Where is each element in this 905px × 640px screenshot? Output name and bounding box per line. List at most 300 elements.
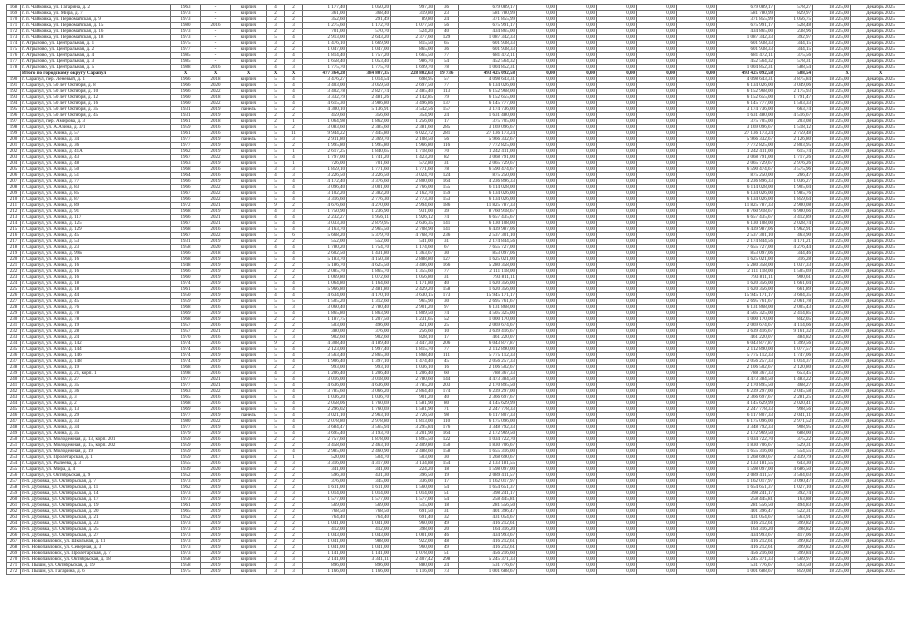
table-cell: 601 938,33	[717, 47, 775, 53]
table-cell: 0,00	[597, 329, 637, 335]
table-cell: 0,00	[637, 323, 677, 329]
table-cell: Декабрь 2025	[851, 41, 905, 47]
table-cell: 2 045,58	[775, 389, 813, 395]
table-cell: 392,97	[775, 35, 813, 41]
table-cell: 0,00	[557, 341, 597, 347]
table-cell: 2016	[201, 227, 231, 233]
table-cell: 1 757,20	[347, 53, 391, 59]
table-cell: 1 206,40	[391, 371, 435, 377]
table-cell: 828,10	[391, 335, 435, 341]
table-cell: 3 001,00	[347, 185, 391, 191]
table-cell: 354,90	[391, 113, 435, 119]
table-row	[7, 569, 905, 575]
table-cell: 2 366 697,67	[459, 395, 517, 401]
table-cell: кирпич	[231, 23, 267, 29]
table-cell: 0,00	[677, 209, 717, 215]
table-cell: 1 620 356,00	[717, 281, 775, 287]
table-cell: 434 865,00	[717, 29, 775, 35]
table-cell: 1 275,60	[303, 23, 347, 29]
table-cell: 0,00	[517, 359, 557, 365]
table-cell: 4	[285, 215, 303, 221]
table-cell: 244	[7, 401, 21, 407]
table-cell: 0,00	[677, 545, 717, 551]
table-cell: 764,40	[347, 515, 391, 521]
table-cell: кирпич	[231, 365, 267, 371]
table-cell: 7 655 727,00	[459, 245, 517, 251]
table-cell: 4 171,21	[775, 239, 813, 245]
table-cell: 1985	[171, 59, 201, 65]
table-cell: г. Сарапул, ул. А.Азина, д. 3/1	[21, 125, 171, 131]
table-cell: 0,00	[517, 119, 557, 125]
table-cell: 1 363,67	[391, 251, 435, 257]
table-cell: 2 381,60	[391, 125, 435, 131]
table-cell: 1 164,60	[347, 281, 391, 287]
table-cell: 392,74	[775, 491, 813, 497]
table-cell: 344,15	[775, 47, 813, 53]
table-cell: 225	[7, 287, 21, 293]
table-cell: 56	[435, 137, 459, 143]
table-cell: 2021	[201, 215, 231, 221]
table-cell: 0,00	[557, 137, 597, 143]
table-cell: 5	[267, 77, 285, 83]
table-cell: 572,80	[391, 161, 435, 167]
table-cell: 0,00	[677, 239, 717, 245]
table-cell: кирпич	[231, 203, 267, 209]
table-cell: 2 414,85	[775, 311, 813, 317]
table-cell: 18 225,00	[813, 215, 851, 221]
table-cell: кирпич	[231, 305, 267, 311]
table-cell: 1959	[171, 443, 201, 449]
table-cell: 2 120,80	[775, 365, 813, 371]
table-cell: 242	[7, 389, 21, 395]
table-cell: 1 905,04	[775, 185, 813, 191]
table-cell: 0,00	[637, 137, 677, 143]
table-cell: 1955	[171, 461, 201, 467]
table-cell: 0,00	[597, 155, 637, 161]
table-cell: 401 396,47	[717, 509, 775, 515]
table-cell: 0,00	[637, 155, 677, 161]
table-cell: 3	[267, 167, 285, 173]
table-cell: 0,00	[517, 173, 557, 179]
table-cell: 2	[285, 545, 303, 551]
table-cell: 5	[267, 425, 285, 431]
table-cell: 2	[285, 203, 303, 209]
table-cell: 0,00	[677, 317, 717, 323]
table-cell: 1962	[171, 149, 201, 155]
table-cell: 60	[435, 371, 459, 377]
table-cell: 0,00	[597, 275, 637, 281]
table-cell: 0,00	[597, 431, 637, 437]
table-cell: 0,00	[517, 191, 557, 197]
table-cell: 0,00	[597, 545, 637, 551]
table-cell: 1966	[171, 179, 201, 185]
table-cell: 2 708,90	[391, 227, 435, 233]
table-cell: 1 053,40	[347, 59, 391, 65]
table-cell: 4	[285, 251, 303, 257]
table-cell: 0,00	[517, 545, 557, 551]
table-cell: 0,00	[557, 545, 597, 551]
table-cell: 3 060,40	[303, 305, 347, 311]
table-cell: 4	[285, 77, 303, 83]
table-cell: 0,00	[557, 317, 597, 323]
table-cell: Декабрь 2025	[851, 137, 905, 143]
table-cell: г. Сарапул, ул. 50 лет Октября, д. 45	[21, 113, 171, 119]
table-cell: 2 089 411,57	[459, 473, 517, 479]
table-cell: 0,00	[517, 473, 557, 479]
table-cell: 2	[267, 545, 285, 551]
table-cell: 0,00	[517, 275, 557, 281]
table-cell: 1968	[171, 305, 201, 311]
table-cell: г. п. Чайковка, ул. Первомайская, д. 16	[21, 29, 171, 35]
table-cell: 0,00	[677, 131, 717, 137]
table-cell: г. Сарапул, ул. Азина, д. 16	[21, 275, 171, 281]
table-cell: 0,00	[517, 293, 557, 299]
table-cell: 2019	[201, 431, 231, 437]
table-cell: 396,50	[391, 473, 435, 479]
table-cell: X	[813, 71, 851, 77]
table-cell: 0,00	[637, 41, 677, 47]
table-cell: 200	[7, 137, 21, 143]
table-cell: 0,00	[677, 53, 717, 59]
table-cell: г. Сарапул, ул. Азина, д. 24	[21, 335, 171, 341]
table-cell: 4 236 896,33	[459, 179, 517, 185]
table-cell: 5 966 332,67	[717, 137, 775, 143]
table-cell: 18 225,00	[813, 395, 851, 401]
table-cell: 6 900,66	[775, 209, 813, 215]
table-cell: 0,00	[677, 557, 717, 563]
table-cell: 31	[435, 239, 459, 245]
table-cell: 2	[285, 527, 303, 533]
table-cell: X	[231, 71, 267, 77]
table-cell: 203,08	[775, 119, 813, 125]
table-cell: Декабрь 2025	[851, 101, 905, 107]
table-cell: 6 175 096,00	[459, 419, 517, 425]
table-cell: 0,00	[637, 521, 677, 527]
table-cell: кирпич	[231, 35, 267, 41]
table-cell: 3 403,00	[303, 83, 347, 89]
table-cell: 18 225,00	[813, 59, 851, 65]
table-cell: 1 809,50	[391, 311, 435, 317]
table-cell: 3 684,47	[303, 425, 347, 431]
table-cell: Декабрь 2025	[851, 317, 905, 323]
table-cell: 5 966 332,67	[459, 137, 517, 143]
table-cell: 493 425 092,58	[459, 71, 517, 77]
table-cell: 18 225,00	[813, 557, 851, 563]
table-cell: 344,15	[775, 41, 813, 47]
table-cell: г. Сарапул, ул. Азина, д. 117	[21, 215, 171, 221]
table-cell: 2	[285, 143, 303, 149]
table-cell: 2 065 729,67	[459, 161, 517, 167]
table-cell: 3 169 096,67	[459, 125, 517, 131]
table-cell: 2 069 674,67	[459, 323, 517, 329]
table-cell: 18 225,00	[813, 515, 851, 521]
table-cell: 3 083,60	[303, 125, 347, 131]
table-cell: Декабрь 2025	[851, 179, 905, 185]
table-cell: п-п. Дубовка, ул. Октябрьская, д. 23	[21, 521, 171, 527]
table-cell: 0,00	[517, 47, 557, 53]
table-cell: 1 631 480,00	[717, 113, 775, 119]
table-cell: кирпич	[231, 341, 267, 347]
table-cell: 18	[435, 467, 459, 473]
table-cell: 5	[267, 305, 285, 311]
table-cell: 679 089,17	[717, 5, 775, 11]
table-cell: 3	[267, 53, 285, 59]
table-cell: 5	[267, 335, 285, 341]
table-cell: Декабрь 2025	[851, 191, 905, 197]
table-cell: 1967	[171, 221, 201, 227]
table-cell: 4 150,38	[347, 257, 391, 263]
table-cell: 0,00	[557, 491, 597, 497]
table-cell: 7 772 825,00	[717, 143, 775, 149]
table-cell: 2016	[201, 473, 231, 479]
table-cell: 0,00	[637, 485, 677, 491]
table-cell: 253	[7, 455, 21, 461]
table-cell: 0,00	[677, 41, 717, 47]
table-cell: 468,27	[775, 383, 813, 389]
table-cell: 399,82	[775, 539, 813, 545]
table-cell: 398,00	[391, 527, 435, 533]
table-cell: 281 556,50	[459, 503, 517, 509]
table-cell: 0,00	[557, 83, 597, 89]
table-cell: 1 242 411,00	[459, 149, 517, 155]
table-cell: 0,00	[637, 161, 677, 167]
table-cell: 3 316,00	[303, 461, 347, 467]
table-cell: 2	[285, 485, 303, 491]
table-cell: 4	[267, 293, 285, 299]
table-cell: 0,00	[677, 119, 717, 125]
table-cell: 1 863,90	[347, 311, 391, 317]
table-cell: 0,00	[637, 497, 677, 503]
table-cell: 6 152 968,00	[459, 89, 517, 95]
table-cell: 0,00	[557, 29, 597, 35]
table-cell: п-п. Пышм, ул. Октябрьская, д. 19	[21, 563, 171, 569]
table-cell: 77	[435, 83, 459, 89]
table-cell: 965,90	[391, 299, 435, 305]
table-cell: 0,00	[637, 131, 677, 137]
table-cell: 1 631 480,00	[459, 113, 517, 119]
table-cell: 2 141,00	[303, 557, 347, 563]
table-cell: 5	[267, 281, 285, 287]
table-cell: 2019	[201, 521, 231, 527]
table-cell: 174	[435, 389, 459, 395]
table-cell: 2 726,50	[391, 413, 435, 419]
table-cell: 615,74	[775, 149, 813, 155]
table-cell: 1952	[171, 473, 201, 479]
table-cell: 4	[285, 413, 303, 419]
table-cell: 0,00	[637, 329, 677, 335]
table-cell: 193	[7, 95, 21, 101]
table-cell: 2 537 301,10	[717, 233, 775, 239]
table-cell: Декабрь 2025	[851, 323, 905, 329]
table-cell: 173	[7, 35, 21, 41]
table-cell: 2 913,00	[303, 35, 347, 41]
table-cell: 6 590 474,67	[717, 167, 775, 173]
table-cell: 412,00	[303, 527, 347, 533]
table-cell: 356,60	[347, 113, 391, 119]
table-cell: 4 625,50	[347, 263, 391, 269]
table-cell: г. Сарапул, ул. Мира, д. 4	[21, 467, 171, 473]
table-cell: 431 054,67	[717, 515, 775, 521]
table-cell: 0,00	[637, 89, 677, 95]
table-cell: 522,31	[775, 509, 813, 515]
table-cell: 0,00	[557, 365, 597, 371]
table-cell: 0,00	[637, 311, 677, 317]
table-cell: 79	[435, 95, 459, 101]
table-cell: 6 114 028,00	[717, 185, 775, 191]
table-cell: 2 106 502,67	[717, 365, 775, 371]
table-cell: Декабрь 2025	[851, 173, 905, 179]
table-cell: 0,00	[517, 95, 557, 101]
table-cell: 2	[285, 521, 303, 527]
table-cell: 4	[285, 185, 303, 191]
table-cell: кирпич	[231, 437, 267, 443]
table-cell: 129	[435, 35, 459, 41]
table-cell: 2 800,00	[391, 179, 435, 185]
table-cell: 178	[7, 65, 21, 71]
table-cell: Декабрь 2025	[851, 293, 905, 299]
table-cell: 0,00	[517, 221, 557, 227]
table-cell: 3 348 792,33	[717, 425, 775, 431]
table-cell: 2 463,10	[347, 443, 391, 449]
table-cell: кирпич	[231, 383, 267, 389]
table-cell: 0,00	[557, 17, 597, 23]
table-cell: 6 145 777,00	[459, 101, 517, 107]
table-cell: кирпич	[231, 119, 267, 125]
table-cell: п-п. Новопавловск, ул. Северная, д. 3	[21, 545, 171, 551]
table-cell: 0,00	[677, 113, 717, 119]
table-cell: 1 166,00	[347, 569, 391, 575]
table-cell: 1 669,90	[347, 41, 391, 47]
table-cell: кирпич	[231, 539, 267, 545]
table-cell: Декабрь 2025	[851, 389, 905, 395]
table-cell: 246	[7, 413, 21, 419]
table-cell: 0,00	[557, 323, 597, 329]
table-cell: г. Сарапул, ул. Азина, д. 34	[21, 137, 171, 143]
table-cell: 0,00	[557, 173, 597, 179]
table-cell: 0,00	[597, 383, 637, 389]
table-cell: 6 152 655,00	[459, 95, 517, 101]
table-cell: Декабрь 2025	[851, 503, 905, 509]
table-cell: 4	[285, 95, 303, 101]
table-cell: 2 162,70	[391, 191, 435, 197]
table-cell: 1 518,12	[775, 125, 813, 131]
table-cell: -	[201, 59, 231, 65]
table-cell: 2017	[201, 455, 231, 461]
table-cell: 1964	[171, 173, 201, 179]
table-cell: 1 423,20	[391, 155, 435, 161]
table-cell: 2	[267, 317, 285, 323]
table-cell: 0,00	[677, 257, 717, 263]
table-cell: 2	[267, 473, 285, 479]
table-cell: 2019	[201, 539, 231, 545]
table-cell: 0,00	[597, 77, 637, 83]
table-cell: 2016	[201, 167, 231, 173]
table-cell: 0,00	[517, 527, 557, 533]
table-cell: 0,00	[517, 539, 557, 545]
table-cell: 18 225,00	[813, 281, 851, 287]
table-cell: кирпич	[231, 155, 267, 161]
table-cell: кирпич	[231, 41, 267, 47]
table-cell: 0,00	[637, 185, 677, 191]
table-cell: 4	[285, 311, 303, 317]
table-cell: 1968	[171, 317, 201, 323]
table-cell: Декабрь 2025	[851, 59, 905, 65]
table-cell: 18 225,00	[813, 257, 851, 263]
table-cell: 0,00	[597, 245, 637, 251]
table-cell: 0,00	[677, 371, 717, 377]
table-cell: 0,00	[517, 77, 557, 83]
table-cell: 1963	[171, 161, 201, 167]
table-cell: 27 136 173,24	[717, 131, 775, 137]
table-cell: 258 445,81	[459, 497, 517, 503]
table-cell: 1 014,00	[303, 491, 347, 497]
table-cell: 0,00	[677, 203, 717, 209]
table-cell: 1 047,00	[347, 47, 391, 53]
table-cell: 212	[7, 209, 21, 215]
table-cell: 0,00	[557, 185, 597, 191]
table-cell: 89,80	[391, 17, 435, 23]
table-cell: 1 655 316,00	[717, 449, 775, 455]
table-cell: 2 142,85	[391, 95, 435, 101]
table-cell: 176	[7, 53, 21, 59]
table-cell: 0,00	[677, 47, 717, 53]
table-cell: 6 152 968,00	[717, 89, 775, 95]
table-cell: 1 560,00	[391, 485, 435, 491]
table-cell: 0,00	[597, 161, 637, 167]
table-cell: 0,00	[677, 233, 717, 239]
table-cell: 698,95	[391, 77, 435, 83]
table-cell: 2019	[201, 137, 231, 143]
table-cell: г. Сарапул, ул. Азина, д. 91	[21, 209, 171, 215]
table-cell: 0,00	[557, 311, 597, 317]
table-cell: 859,08	[775, 569, 813, 575]
table-cell: 0,00	[637, 245, 677, 251]
table-cell: 203	[7, 155, 21, 161]
table-cell: Декабрь 2025	[851, 47, 905, 53]
table-cell: 588,54	[775, 71, 813, 77]
table-cell: 0,00	[597, 71, 637, 77]
table-cell: 3	[285, 563, 303, 569]
table-cell: 1 431,80	[347, 251, 391, 257]
table-cell: 4 236 896,33	[717, 179, 775, 185]
table-cell: 0,00	[517, 485, 557, 491]
table-cell: 0,00	[637, 221, 677, 227]
table-cell: 4 505 325,00	[459, 311, 517, 317]
table-cell: 1 962,91	[775, 227, 813, 233]
table-cell: 2021	[201, 329, 231, 335]
table-cell: 2 056 257,33	[459, 359, 517, 365]
table-cell: 0,00	[597, 377, 637, 383]
table-cell: 2	[285, 41, 303, 47]
table-cell: 494,83	[775, 503, 813, 509]
table-cell: 2	[285, 437, 303, 443]
table-cell: 5 245 371,33	[717, 557, 775, 563]
table-cell: 1973	[171, 551, 201, 557]
table-cell: 1 483,22	[775, 377, 813, 383]
table-cell: 0,00	[517, 59, 557, 65]
table-cell: 18 225,00	[813, 473, 851, 479]
table-cell: 1963	[171, 5, 201, 11]
table-cell: 260	[7, 497, 21, 503]
table-cell: 1 207,50	[347, 317, 391, 323]
table-cell: 3 134,88	[391, 461, 435, 467]
table-cell: 5	[267, 251, 285, 257]
table-cell: 18 225,00	[813, 89, 851, 95]
table-cell: 166	[435, 263, 459, 269]
table-cell: 0,00	[597, 41, 637, 47]
table-cell: 1957	[171, 329, 201, 335]
table-cell: панель	[231, 137, 267, 143]
